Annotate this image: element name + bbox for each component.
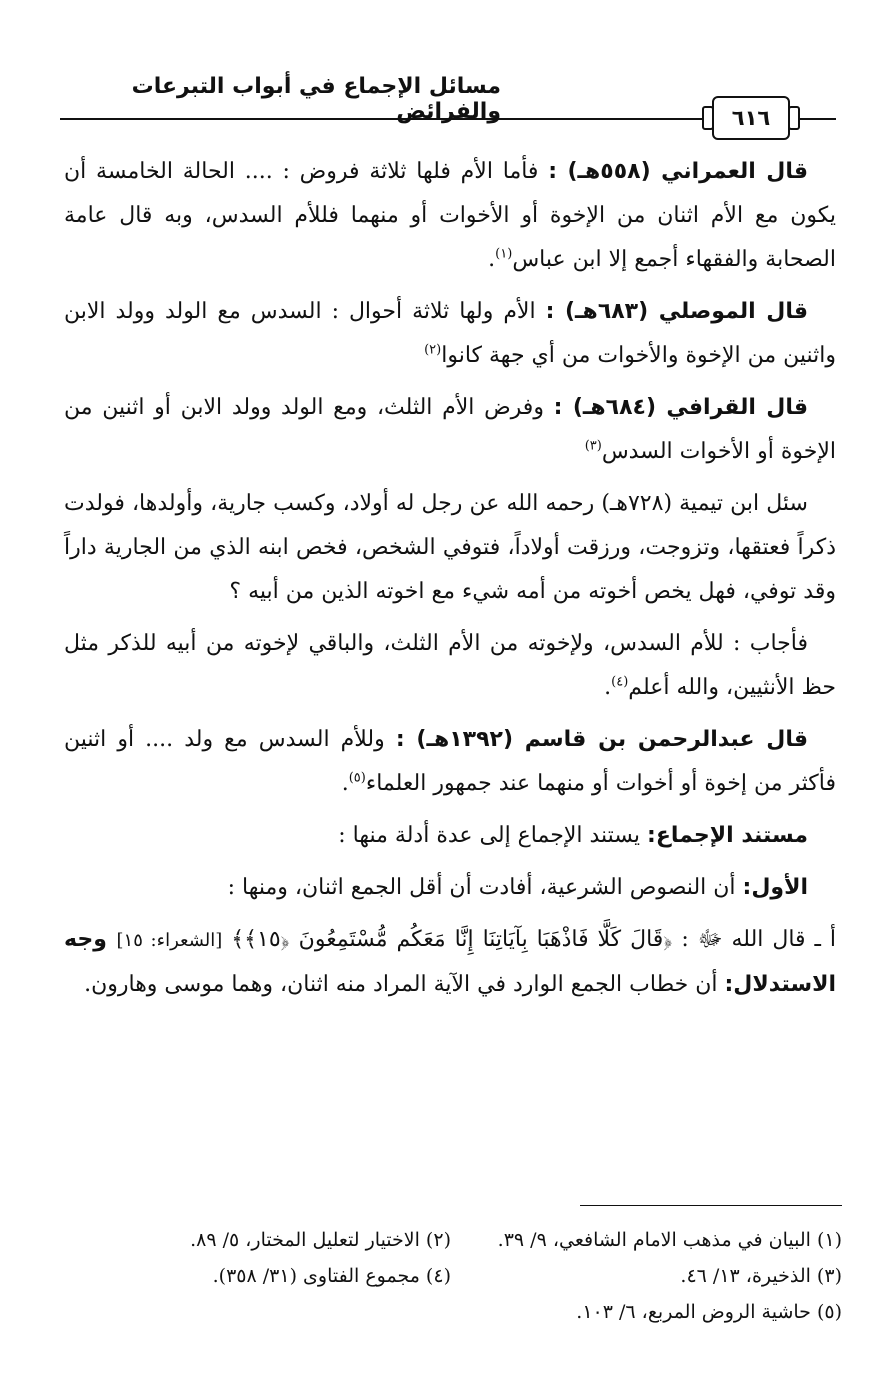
paragraph-lead: قال العمراني (٥٥٨هـ) : bbox=[548, 159, 808, 184]
footnote-marker: (١) bbox=[495, 246, 513, 262]
footnote-row bbox=[60, 1294, 842, 1330]
paragraph-mawsili bbox=[64, 290, 836, 378]
paragraph-first-evidence bbox=[64, 866, 836, 910]
paragraph-lead: قال الموصلي (٦٨٣هـ) : bbox=[545, 299, 809, 324]
paragraph-verse bbox=[64, 918, 836, 1007]
paragraph-imrani bbox=[64, 150, 836, 282]
paragraph-ibn-taymiyya-answer bbox=[64, 622, 836, 710]
footnote-marker: (٢) bbox=[424, 342, 442, 358]
paragraph-text: أن النصوص الشرعية، أفادت أن أقل الجمع اثنان، ومنها : bbox=[227, 875, 743, 900]
paragraph-consensus-basis bbox=[64, 814, 836, 858]
main-text bbox=[64, 150, 836, 1015]
footnote-5: (٥) حاشية الروض المربع، ٦/ ١٠٣. bbox=[576, 1301, 842, 1323]
footnote-1: (١) البيان في مذهب الامام الشافعي، ٩/ ٣٩. bbox=[497, 1229, 842, 1251]
verse-reference: [الشعراء: ١٥] bbox=[116, 930, 223, 951]
paragraph-ibn-qasim bbox=[64, 718, 836, 806]
verse-prefix: أ ـ قال الله ﷻ : bbox=[681, 927, 837, 952]
footnote-4: (٤) مجموع الفتاوى (٣١/ ٣٥٨). bbox=[212, 1265, 451, 1287]
paragraph-qarafi bbox=[64, 386, 836, 474]
paragraph-text: سئل ابن تيمية (٧٢٨هـ) رحمه الله عن رجل له أولاد، وكسب جارية، وأولدها، فولدت ذكراً فعتقها، وتزوجت، ورزقت أولاداً، فتوفي الشخص، فخص ابنه الذي من الجارية داراً وقد توفي، فهل يخص أخوته من أمه شيء مع اخوته الذين من أبيه ؟ bbox=[64, 491, 836, 604]
paragraph-lead: قال القرافي (٦٨٤هـ) : bbox=[553, 395, 809, 420]
page-number: ٦١٦ bbox=[712, 96, 790, 140]
paragraph-text: وفرض الأم الثلث، ومع الولد وولد الابن أو اثنين من الإخوة أو الأخوات السدس bbox=[64, 395, 836, 464]
footnote-row bbox=[60, 1222, 842, 1258]
paragraph-tail: . bbox=[341, 771, 349, 796]
footnote-rule bbox=[580, 1205, 842, 1206]
footnote-marker: (٤) bbox=[611, 674, 629, 690]
paragraph-tail: . bbox=[488, 247, 496, 272]
footnote-marker: (٥) bbox=[348, 770, 366, 786]
paragraph-text: وللأم السدس مع ولد .... أو اثنين فأكثر من إخوة أو أخوات أو منهما عند جمهور العلماء bbox=[64, 727, 836, 796]
header-rule bbox=[60, 118, 710, 120]
running-header-title: مسائل الإجماع في أبواب التبرعات والفرائض bbox=[131, 74, 501, 124]
inference-lead: وجه الاستدلال: bbox=[64, 927, 836, 997]
paragraph-text: فأما الأم فلها ثلاثة فروض : .... الحالة الخامسة أن يكون مع الأم اثنان من الإخوة أو الأخوات أو منهما فللأم السدس، وبه قال عامة الصحابة والفقهاء أجمع إلا ابن عباس bbox=[64, 159, 836, 272]
paragraph-tail: . bbox=[604, 675, 612, 700]
paragraph-lead: الأول: bbox=[742, 875, 808, 900]
paragraph-text: الأم ولها ثلاثة أحوال : السدس مع الولد وولد الابن واثنين من الإخوة والأخوات من أي جهة كانوا bbox=[64, 299, 836, 368]
footnotes bbox=[60, 1222, 842, 1330]
inference-text: أن خطاب الجمع الوارد في الآية المراد منه اثنان، وهما موسى وهارون. bbox=[84, 972, 725, 997]
paragraph-lead: مستند الإجماع: bbox=[647, 823, 808, 848]
quran-verse: ﴿قَالَ كَلَّا فَاذْهَبَا بِآيَاتِنَا إِنَّا مَعَكُم مُّسْتَمِعُونَ ﴿١٥﴾﴾ bbox=[222, 927, 682, 952]
footnote-2: (٢) الاختيار لتعليل المختار، ٥/ ٨٩. bbox=[190, 1229, 451, 1251]
paragraph-lead: قال عبدالرحمن بن قاسم (١٣٩٢هـ) : bbox=[395, 727, 808, 752]
footnote-3: (٣) الذخيرة، ١٣/ ٤٦. bbox=[680, 1265, 842, 1287]
footnote-row bbox=[60, 1258, 842, 1294]
paragraph-ibn-taymiyya-question bbox=[64, 482, 836, 614]
paragraph-text: يستند الإجماع إلى عدة أدلة منها : bbox=[338, 823, 648, 848]
paragraph-text: فأجاب : للأم السدس، ولإخوته من الأم الثلث، والباقي لإخوته من أبيه للذكر مثل حظ الأنثيين، والله أعلم bbox=[64, 631, 836, 700]
footnote-marker: (٣) bbox=[584, 438, 602, 454]
